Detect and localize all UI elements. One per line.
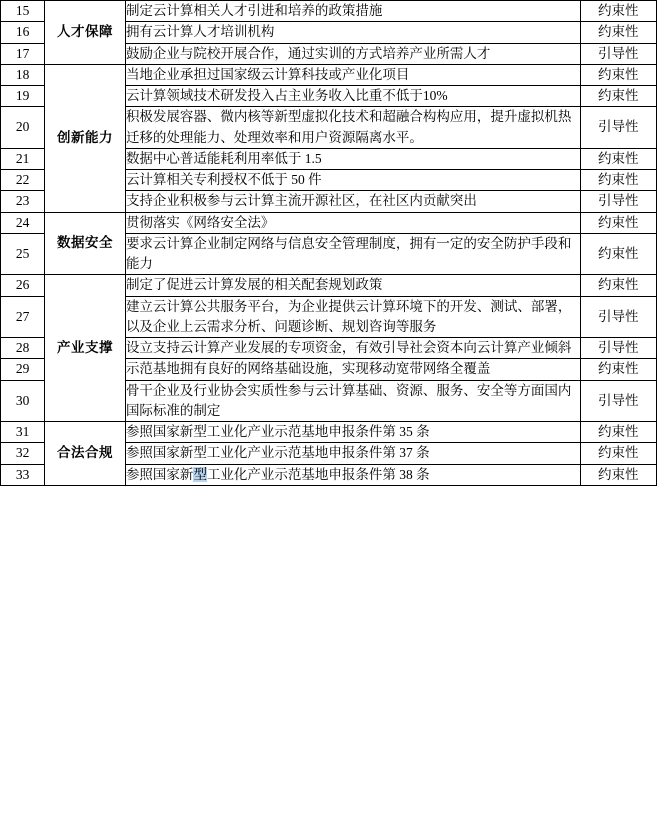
row-type: 引导性 [580, 380, 657, 422]
row-type: 约束性 [580, 22, 657, 43]
row-number: 23 [1, 191, 45, 212]
row-number: 20 [1, 107, 45, 149]
row-description: 参照国家新型工业化产业示范基地申报条件第 37 条 [125, 443, 580, 464]
row-number: 30 [1, 380, 45, 422]
row-description: 制定了促进云计算发展的相关配套规划政策 [125, 275, 580, 296]
row-number: 27 [1, 296, 45, 338]
row-type: 约束性 [580, 464, 657, 485]
row-description-highlighted [125, 464, 580, 485]
row-type: 约束性 [580, 233, 657, 275]
table-row [1, 275, 657, 296]
row-number: 22 [1, 170, 45, 191]
category-cell: 数据安全 [45, 212, 126, 275]
row-number: 19 [1, 86, 45, 107]
row-number: 21 [1, 148, 45, 169]
row-description: 贯彻落实《网络安全法》 [125, 212, 580, 233]
row-number: 17 [1, 43, 45, 64]
row-type: 约束性 [580, 1, 657, 22]
row-type: 引导性 [580, 296, 657, 338]
row-description: 建立云计算公共服务平台，为企业提供云计算环境下的开发、测试、部署，以及企业上云需求分析、问题诊断、规划咨询等服务 [125, 296, 580, 338]
row-description: 骨干企业及行业协会实质性参与云计算基础、资源、服务、安全等方面国内国际标准的制定 [125, 380, 580, 422]
row-type: 引导性 [580, 107, 657, 149]
row-description: 制定云计算相关人才引进和培养的政策措施 [125, 1, 580, 22]
row-number: 33 [1, 464, 45, 485]
category-cell: 创新能力 [45, 64, 126, 212]
row-type: 约束性 [580, 212, 657, 233]
category-cell: 人才保障 [45, 1, 126, 65]
description-text: 工业化产业示范基地申报条件第 38 条 [206, 466, 430, 482]
row-description: 要求云计算企业制定网络与信息安全管理制度，拥有一定的安全防护手段和能力 [125, 233, 580, 275]
row-type: 引导性 [580, 43, 657, 64]
row-number: 28 [1, 338, 45, 359]
row-description: 积极发展容器、微内核等新型虚拟化技术和超融合构构应用，提升虚拟机热迁移的处理能力、处理效率和用户资源隔离水平。 [125, 107, 580, 149]
row-description: 数据中心普适能耗利用率低于 1.5 [125, 148, 580, 169]
row-number: 16 [1, 22, 45, 43]
row-type: 引导性 [580, 191, 657, 212]
row-type: 约束性 [580, 422, 657, 443]
row-description: 当地企业承担过国家级云计算科技或产业化项目 [125, 64, 580, 85]
row-type: 约束性 [580, 64, 657, 85]
table-body [1, 1, 657, 486]
row-type: 约束性 [580, 86, 657, 107]
row-description: 设立支持云计算产业发展的专项资金，有效引导社会资本向云计算产业倾斜 [125, 338, 580, 359]
row-description: 云计算领域技术研发投入占主业务收入比重不低于10% [125, 86, 580, 107]
row-description: 示范基地拥有良好的网络基础设施，实现移动宽带网络全覆盖 [125, 359, 580, 380]
description-text: 参照国家新 [125, 466, 194, 482]
row-number: 29 [1, 359, 45, 380]
row-number: 18 [1, 64, 45, 85]
row-number: 32 [1, 443, 45, 464]
row-type: 约束性 [580, 359, 657, 380]
row-description: 支持企业积极参与云计算主流开源社区，在社区内贡献突出 [125, 191, 580, 212]
row-description: 拥有云计算人才培训机构 [125, 22, 580, 43]
row-type: 约束性 [580, 275, 657, 296]
row-number: 31 [1, 422, 45, 443]
row-description: 参照国家新型工业化产业示范基地申报条件第 35 条 [125, 422, 580, 443]
row-type: 约束性 [580, 443, 657, 464]
row-description: 云计算相关专利授权不低于 50 件 [125, 170, 580, 191]
row-type: 约束性 [580, 170, 657, 191]
row-type: 约束性 [580, 148, 657, 169]
row-number: 24 [1, 212, 45, 233]
table-row [1, 422, 657, 443]
category-cell: 产业支撑 [45, 275, 126, 422]
table-row [1, 212, 657, 233]
row-number: 26 [1, 275, 45, 296]
table-row [1, 64, 657, 85]
category-cell: 合法合规 [45, 422, 126, 486]
row-number: 25 [1, 233, 45, 275]
selected-text: 型 [193, 466, 207, 482]
table-row [1, 1, 657, 22]
row-type: 引导性 [580, 338, 657, 359]
row-description: 鼓励企业与院校开展合作，通过实训的方式培养产业所需人才 [125, 43, 580, 64]
row-number: 15 [1, 1, 45, 22]
